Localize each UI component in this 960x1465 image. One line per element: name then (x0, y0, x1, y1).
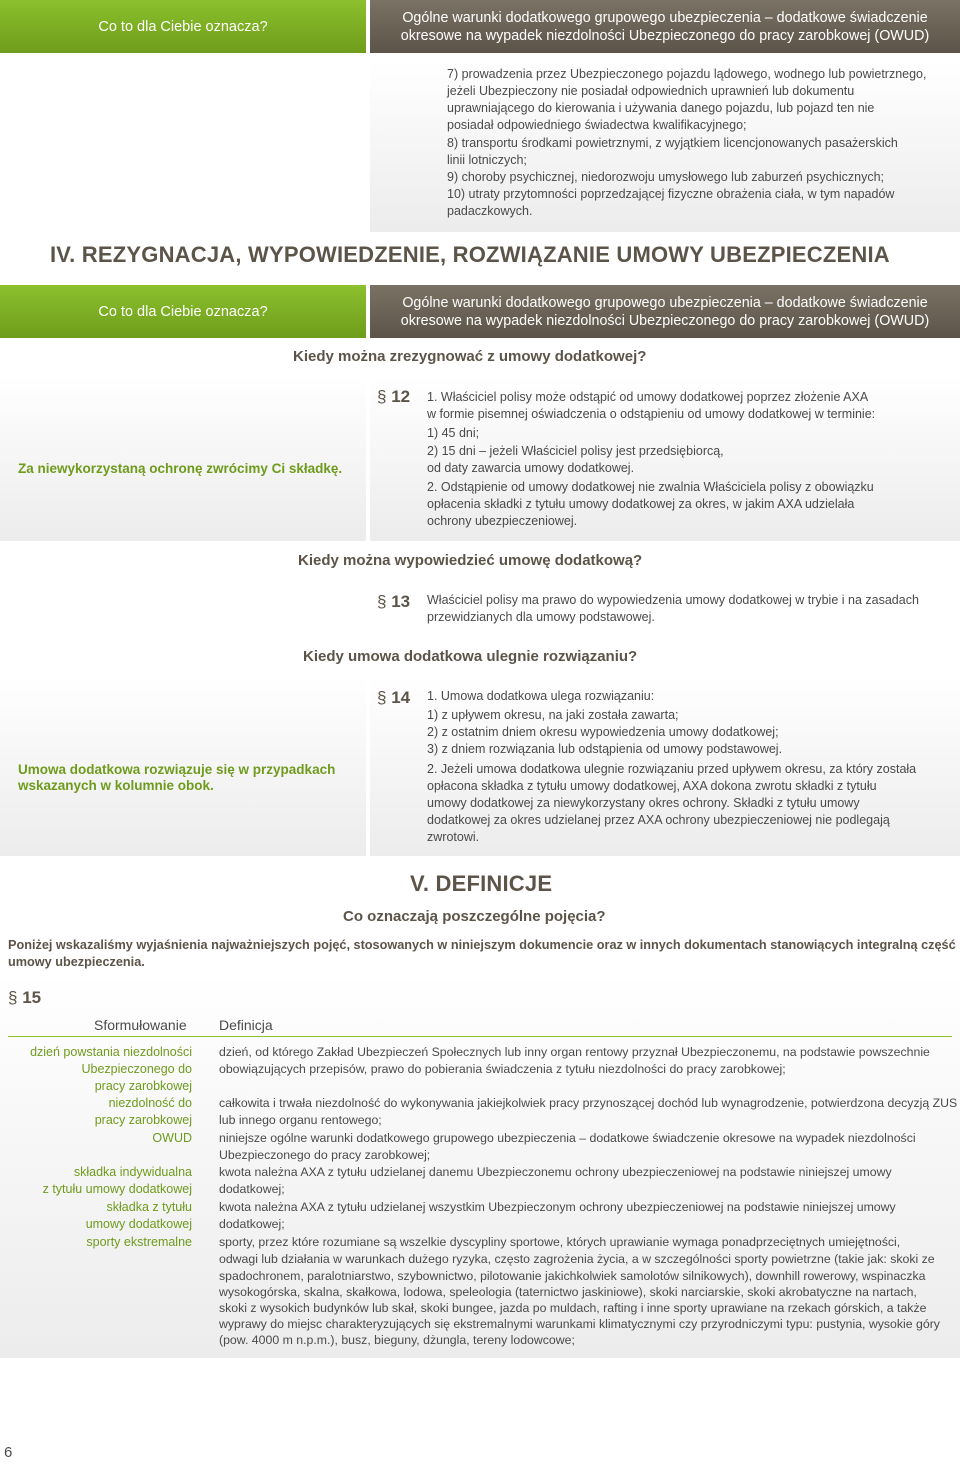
list-item: uprawniającego do kierowania i używania danego pojazdu, lub pojazd ten nie (447, 101, 875, 115)
paragraph-13: § 13 (377, 592, 411, 611)
question-resign: Kiedy można zrezygnować z umowy dodatkowej? (293, 348, 647, 365)
question-definitions: Co oznaczają poszczególne pojęcia? (343, 908, 606, 925)
header-right-line1: Ogólne warunki dodatkowego grupowego ubezpieczenia – dodatkowe świadczenie (402, 294, 928, 311)
paragraph-15: § 15 (8, 988, 42, 1007)
list-item: linii lotniczych; (447, 153, 527, 167)
p12-line: 1. Właściciel polisy może odstąpić od umowy dodatkowej poprzez złożenie AXA (427, 390, 869, 404)
term: z tytułu umowy dodatkowej (42, 1182, 192, 1196)
paragraph-sign-icon: § (8, 988, 18, 1007)
p14-line: 2. Jeżeli umowa dodatkowa ulegnie rozwiązaniu przed upływem okresu, za który została (427, 762, 917, 776)
definition: niniejsze ogólne warunki dodatkowego grupowego ubezpieczenia – dodatkowe świadczenie okresowe na wypadek niezdolności (219, 1131, 916, 1145)
p12-line: ochrony ubezpieczeniowej. (427, 514, 578, 528)
paragraph-sign-icon: § (377, 387, 387, 406)
header-left-label: Co to dla Ciebie oznacza? (0, 285, 366, 338)
p14-line: 3) z dniem rozwiązania lub odstąpienia od umowy podstawowej. (427, 742, 783, 756)
list-item: 8) transportu środkami powietrznymi, z wyjątkiem licencjonowanych pasażerskich (447, 136, 898, 150)
p14-line: 2) z ostatnim dniem okresu wypowiedzenia umowy dodatkowej; (427, 725, 779, 739)
term: składka indywidualna (73, 1165, 192, 1179)
question-terminate: Kiedy można wypowiedzieć umowę dodatkową? (298, 552, 643, 569)
paragraph-sign-icon: § (377, 688, 387, 707)
p12-line: od daty zawarcia umowy dodatkowej. (427, 461, 635, 475)
p14-line: 1) z upływem okresu, na jaki została zawarta; (427, 708, 679, 722)
p14-line: opłacona składka z tytułu umowy dodatkowej, AXA dokona zwrotu składki z tytułu (427, 779, 877, 793)
term: niezdolność do (108, 1096, 192, 1110)
definition: lub innego organu rentowego; (219, 1113, 382, 1127)
list-item: jeżeli Ubezpieczony nie posiadał odpowiednich uprawnień lub dokumentu (447, 84, 855, 98)
definition: wysokogórska, skalna, skałkowa, lodowa, speleologia (taternictwo jaskiniowe), skoki narciarskie, skoki akrobatyczne na nartach, (219, 1285, 917, 1299)
term: pracy zarobkowej (94, 1113, 192, 1127)
list-item: posiadał odpowiedniego świadectwa kwalifikacyjnego; (447, 118, 747, 132)
p12-line: 2. Odstąpienie od umowy dodatkowej nie zwalnia Właściciela polisy z obowiązku (427, 480, 874, 494)
p13-line: Właściciel polisy ma prawo do wypowiedzenia umowy dodatkowej w trybie i na zasadach (427, 593, 919, 607)
list-item: padaczkowych. (447, 204, 533, 218)
column-header-underline (8, 1036, 952, 1037)
definition: dodatkowej; (219, 1182, 285, 1196)
definition: skoki z wysokich budynków lub skał, skoki bungee, jazda po muldach, rafting i inne sporty uprawiane na rzekach górskich, a także (219, 1301, 927, 1315)
definition: dodatkowej; (219, 1217, 285, 1231)
question-dissolve: Kiedy umowa dodatkowa ulegnie rozwiązaniu? (303, 648, 638, 665)
definition: (pow. 4000 m n.p.m.), busz, bieguny, dżungla, tereny lodowcowe; (219, 1333, 575, 1347)
p14-line: 1. Umowa dodatkowa ulega rozwiązaniu: (427, 689, 655, 703)
definition: wyprawy do miejsc charakteryzujących się ekstremalnymi warunkami klimatycznymi czy przyrodniczymi typu: pustynia, wysokie góry (219, 1317, 940, 1331)
term: składka z tytułu (106, 1200, 192, 1214)
note-12: Za niewykorzystaną ochronę zwrócimy Ci składkę. (18, 461, 343, 476)
definition: kwota należna AXA z tytułu udzielanej wszystkim Ubezpieczonym ochrony ubezpieczeniowej na podstawie niniejszej umowy (219, 1200, 896, 1214)
list-item: 9) choroby psychicznej, niedorozwoju umysłowego lub zaburzeń psychicznych; (447, 170, 885, 184)
definition: dzień, od którego Zakład Ubezpieczeń Społecznych lub inny organ rentowy przyznał Ubezpieczonemu, na podstawie powszechnie (219, 1045, 930, 1059)
section-title-iv: IV. REZYGNACJA, WYPOWIEDZENIE, ROZWIĄZANIE UMOWY UBEZPIECZENIA (50, 242, 890, 267)
column-header-term: Sformułowanie (94, 1017, 187, 1033)
p12-line: opłacenia składki z tytułu umowy dodatkowej za okres, w jakim AXA udzielała (427, 497, 855, 511)
definitions-intro-line2: umowy ubezpieczenia. (8, 955, 145, 969)
paragraph-12: § 12 (377, 387, 411, 406)
column-header-definition: Definicja (219, 1017, 273, 1033)
definition: całkowita i trwała niezdolność do wykonywania jakiejkolwiek pracy przynoszącej dochód lub wynagrodzenie, potwierdzona decyzją ZUS (219, 1096, 958, 1110)
term: dzień powstania niezdolności (30, 1045, 192, 1059)
page-number: 6 (4, 1444, 13, 1461)
definition: spadochronem, paralotniarstwo, szybownictwo, pilotowanie jakichkolwiek samolotów silnikowych), downhill rowerowy, wspinaczka (219, 1269, 926, 1283)
list-item: 10) utraty przytomności poprzedzającej fizyczne obrażenia ciała, w tym napadów (447, 187, 895, 201)
definition: odwagi lub działania w warunkach dużego ryzyka, często zagrożenia życia, a w szczególności sporty powietrzne (takie jak: skoki ze (219, 1252, 935, 1266)
term: pracy zarobkowej (94, 1079, 192, 1093)
header-right-title (370, 0, 960, 53)
p12-line: w formie pisemnej oświadczenia o odstąpieniu od umowy dodatkowej w terminie: (427, 407, 876, 421)
note-box-12 (0, 376, 366, 541)
note-14: Umowa dodatkowa rozwiązuje się w przypadkach wskazanych w kolumnie obok. (18, 762, 336, 793)
p12-line: 2) 15 dni – jeżeli Właściciel polisy jest przedsiębiorcą, (427, 444, 724, 458)
header-right-line2: okresowe na wypadek niezdolności Ubezpieczonego do pracy zarobkowej (OWUD) (400, 27, 930, 44)
p14-line: dodatkowej za okres udzielanej przez AXA ochrony ubezpieczeniowej nie podlegają (427, 813, 890, 827)
header-right-title (370, 285, 960, 338)
section-title-v: V. DEFINICJE (410, 871, 553, 896)
header-right-line2: okresowe na wypadek niezdolności Ubezpieczonego do pracy zarobkowej (OWUD) (400, 312, 930, 329)
header-bar-section-iv (0, 285, 960, 338)
paragraph-sign-icon: § (377, 592, 387, 611)
header-right-line1: Ogólne warunki dodatkowego grupowego ubezpieczenia – dodatkowe świadczenie (402, 9, 928, 26)
p13-line: przewidzianych dla umowy podstawowej. (427, 610, 655, 624)
header-bar-top (0, 0, 960, 53)
term: OWUD (152, 1131, 192, 1145)
p14-line: zwrotowi. (427, 830, 480, 844)
p14-line: umowy dodatkowej za niewykorzystany okres ochrony. Składki z tytułu umowy (427, 796, 860, 810)
list-item: 7) prowadzenia przez Ubezpieczonego pojazdu lądowego, wodnego lub powietrznego, (447, 67, 927, 81)
header-left-label: Co to dla Ciebie oznacza? (0, 0, 366, 53)
definition: obowiązujących przepisów, prawo do pobierania świadczenia z tytułu niezdolności do pracy zarobkowej; (219, 1062, 786, 1076)
term: umowy dodatkowej (85, 1217, 192, 1231)
definition: sporty, przez które rozumiane są wszelkie dyscypliny sportowe, których uprawianie wymaga ponadprzeciętnych umiejętności, (219, 1235, 901, 1249)
paragraph-14: § 14 (377, 688, 411, 707)
term: sporty ekstremalne (86, 1235, 192, 1249)
term: Ubezpieczonego do (81, 1062, 192, 1076)
p12-line: 1) 45 dni; (427, 426, 480, 440)
definition: Ubezpieczonego do pracy zarobkowej; (219, 1148, 431, 1162)
definition: kwota należna AXA z tytułu udzielanej danemu Ubezpieczonemu ochrony ubezpieczeniowej na podstawie niniejszej umowy (219, 1165, 892, 1179)
definitions-intro-line1: Poniżej wskazaliśmy wyjaśnienia najważniejszych pojęć, stosowanych w niniejszym dokumencie oraz w innych dokumentach stanowiących integralną część (8, 938, 956, 952)
